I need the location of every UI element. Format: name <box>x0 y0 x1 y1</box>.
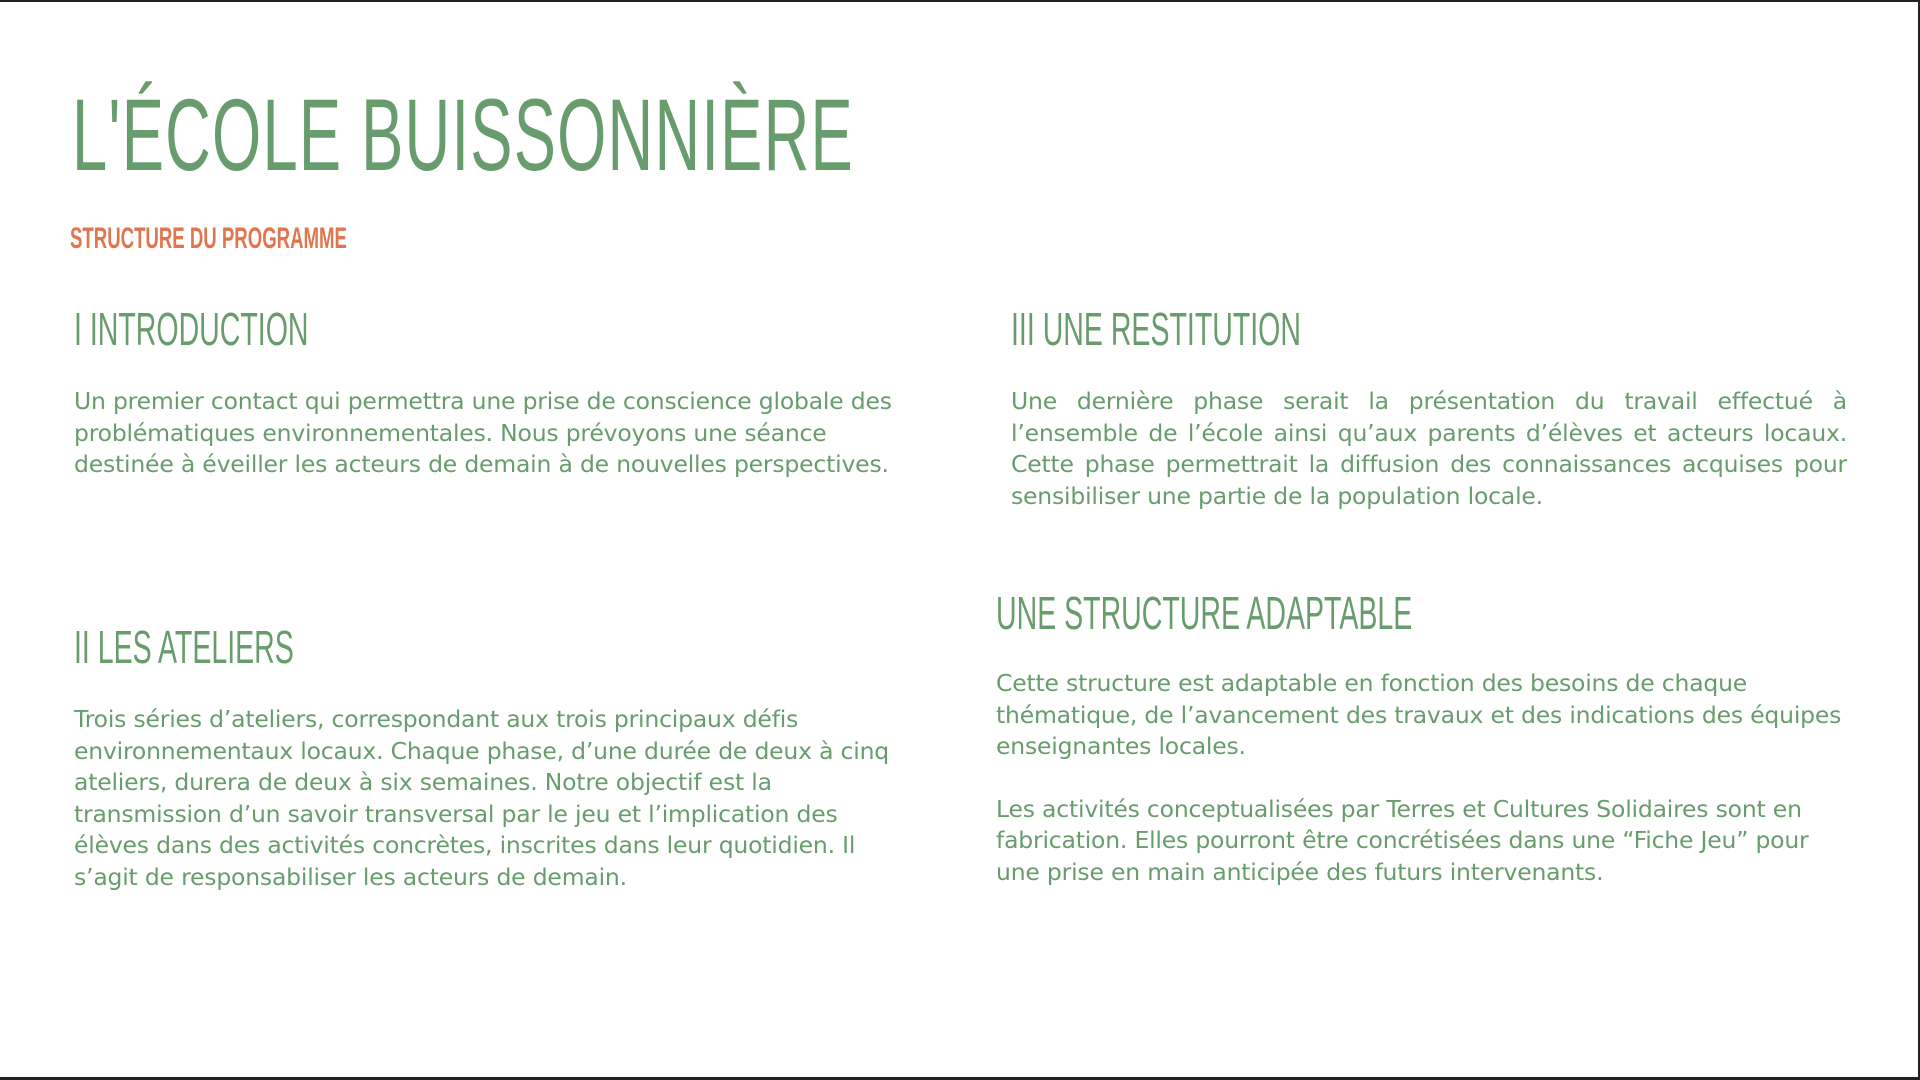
section-body-structure-paragraph-1: Cette structure est adaptable en fonction des besoins de chaque thématique, de l’avancement des travaux et des indications des équipes enseignantes locales. <box>996 669 1842 760</box>
section-heading-introduction: I INTRODUCTION <box>74 303 309 355</box>
section-body-restitution: Une dernière phase serait la présentation du travail effectué à l’ensemble de l’école ainsi qu’aux parents d’élèves et acteurs locaux. Cette phase permettrait la diffusion des connaissances acquises pour sensibiliser une partie de la population locale. <box>1011 387 1847 510</box>
section-restitution <box>1011 303 1847 512</box>
section-introduction <box>74 303 914 481</box>
page-title: L'ÉCOLE BUISSONNIÈRE <box>72 78 854 192</box>
section-structure-adaptable <box>996 587 1847 888</box>
section-body-structure-paragraph-2: Les activités conceptualisées par Terres et Cultures Solidaires sont en fabrication. Elles pourront être concrétisées dans une “Fiche Jeu” pour une prise en main anticipée des futurs intervenants. <box>996 794 1809 886</box>
section-heading-restitution: III UNE RESTITUTION <box>1011 303 1301 355</box>
section-heading-structure-adaptable: UNE STRUCTURE ADAPTABLE <box>996 587 1413 639</box>
page-subtitle: STRUCTURE DU PROGRAMME <box>70 222 347 255</box>
section-ateliers <box>74 621 914 893</box>
section-heading-ateliers: II LES ATELIERS <box>74 621 294 673</box>
section-body-ateliers: Trois séries d’ateliers, correspondant aux trois principaux défis environnementaux locaux. Chaque phase, d’une durée de deux à cinq ateliers, durera de deux à six semaines. Notre objectif est la transmission d’un savoir transversal par le jeu et l’implication des élèves dans des activités concrètes, inscrites dans leur quotidien. Il s’agit de responsabiliser les acteurs de demain. <box>74 705 890 891</box>
section-body-introduction: Un premier contact qui permettra une prise de conscience globale des problématiques environnementales. Nous prévoyons une séance destinée à éveiller les acteurs de demain à de nouvelles perspectives. <box>74 387 892 478</box>
